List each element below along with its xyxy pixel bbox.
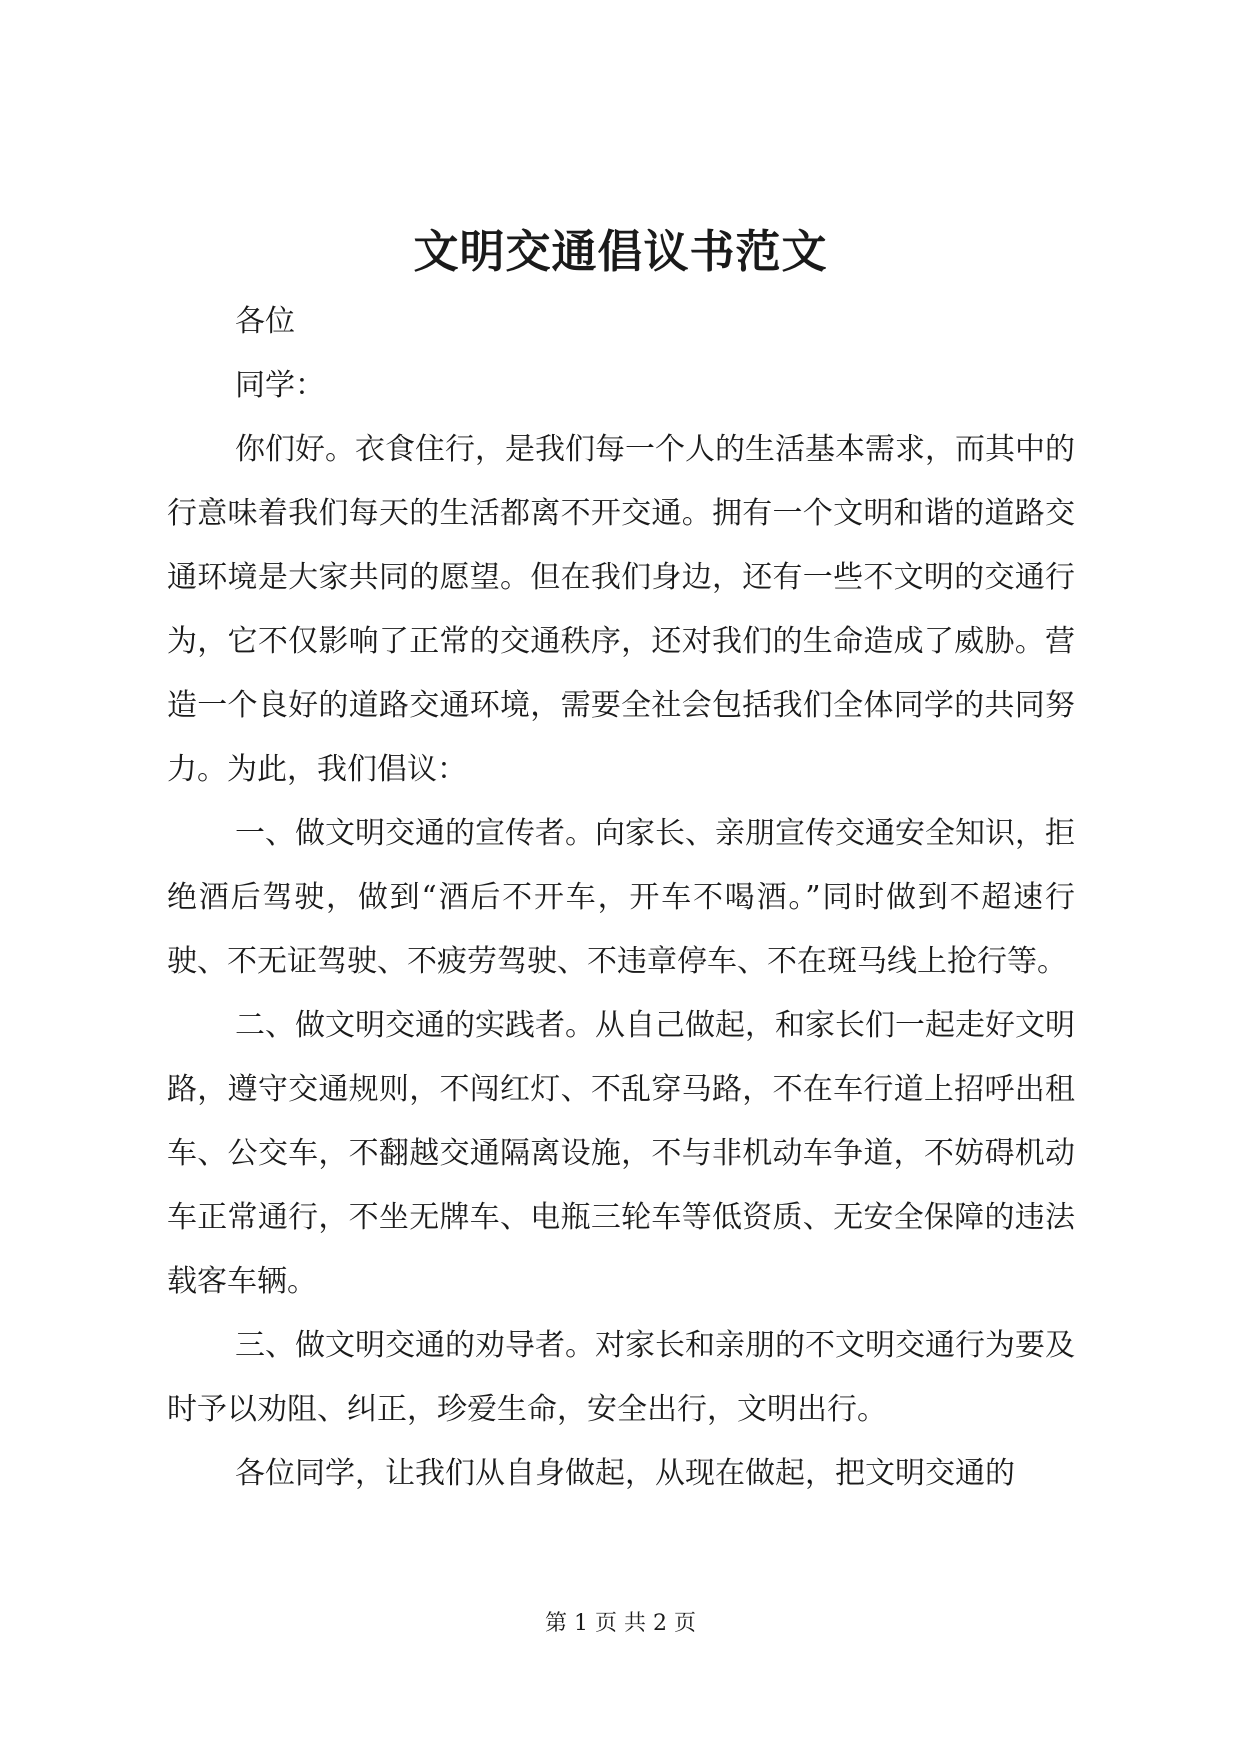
page-footer: 第 1 页 共 2 页 bbox=[545, 1611, 696, 1636]
paragraph-proposal-2: 二、做文明交通的实践者。从自己做起，和家长们一起走好文明路，遵守交通规则，不闯红灯、不乱穿马路，不在车行道上招呼出租车、公交车，不翻越交通隔离设施，不与非机动车争道，不妨碍机动车正常通行，不坐无牌车、电瓶三轮车等低资质、无安全保障的违法载客车辆。 bbox=[167, 1008, 1075, 1299]
salutation-line-2: 同学： bbox=[235, 368, 325, 403]
paragraph-proposal-3: 三、做文明交通的劝导者。对家长和亲朋的不文明交通行为要及时予以劝阻、纠正，珍爱生命，安全出行，文明出行。 bbox=[167, 1328, 1075, 1427]
document-title: 文明交通倡议书范文 bbox=[413, 225, 828, 278]
paragraph-intro: 你们好。衣食住行，是我们每一个人的生活基本需求，而其中的行意味着我们每天的生活都离不开交通。拥有一个文明和谐的道路交通环境是大家共同的愿望。但在我们身边，还有一些不文明的交通行为，它不仅影响了正常的交通秩序，还对我们的生命造成了威胁。营造一个良好的道路交通环境，需要全社会包括我们全体同学的共同努力。为此，我们倡议： bbox=[167, 432, 1075, 787]
paragraph-proposal-1: 一、做文明交通的宣传者。向家长、亲朋宣传交通安全知识，拒绝酒后驾驶，做到“酒后不开车，开车不喝酒。”同时做到不超速行驶、不无证驾驶、不疲劳驾驶、不违章停车、不在斑马线上抢行等。 bbox=[167, 816, 1075, 979]
document-body bbox=[167, 290, 1075, 1506]
paragraph-closing: 各位同学，让我们从自身做起，从现在做起，把文明交通的 bbox=[235, 1456, 1015, 1491]
salutation-line-1: 各位 bbox=[235, 304, 295, 339]
